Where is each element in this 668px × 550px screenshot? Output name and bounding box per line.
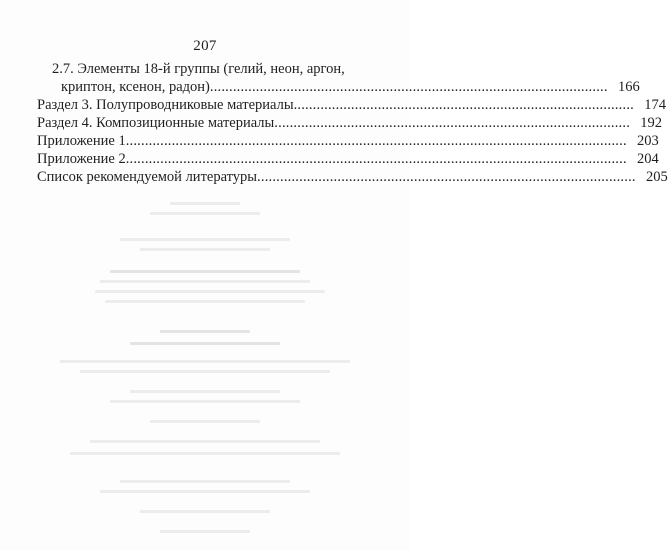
toc-page-ref: 192 bbox=[640, 115, 663, 131]
toc-entry-section-4 bbox=[37, 114, 663, 132]
toc-leader-dots: ........................................................................................................ bbox=[209, 79, 608, 95]
toc-leader-dots: ................................................................................................................................... bbox=[125, 133, 627, 149]
toc-entry-title: Приложение 1 bbox=[37, 133, 126, 149]
toc-leader-dots: ................................................................................................................................... bbox=[125, 151, 627, 167]
toc-page-ref: 204 bbox=[637, 151, 659, 167]
toc-page-ref: 205 bbox=[645, 169, 668, 185]
toc-leader-dots: ......................................................................................... bbox=[293, 97, 634, 113]
toc-entry-references bbox=[37, 168, 668, 186]
toc-entry-title-line1: 2.7. Элементы 18-й группы (гелий, неон, аргон, bbox=[52, 61, 345, 77]
page-number: 207 bbox=[193, 38, 217, 54]
toc-page-ref: 166 bbox=[617, 79, 640, 95]
toc-page-ref: 203 bbox=[637, 133, 659, 149]
toc-page-ref: 174 bbox=[644, 97, 666, 113]
toc-entry-title: Раздел 3. Полупроводниковые материалы bbox=[37, 97, 294, 113]
toc-entry-title: Приложение 2 bbox=[37, 151, 126, 167]
toc-entry-appendix-1 bbox=[37, 132, 659, 150]
table-of-contents bbox=[37, 60, 668, 186]
toc-entry-appendix-2 bbox=[37, 150, 659, 168]
bleed-through-texture bbox=[0, 190, 410, 550]
toc-entry-2-7 bbox=[37, 60, 640, 96]
toc-entry-section-3 bbox=[37, 96, 666, 114]
toc-leader-dots: ................................................................................................... bbox=[257, 169, 636, 185]
toc-entry-title: Список рекомендуемой литературы bbox=[37, 169, 258, 185]
toc-leader-dots: ............................................................................................. bbox=[274, 115, 631, 131]
toc-entry-title-line2: криптон, ксенон, радон) bbox=[61, 79, 210, 95]
toc-entry-title: Раздел 4. Композиционные материалы bbox=[37, 115, 275, 131]
